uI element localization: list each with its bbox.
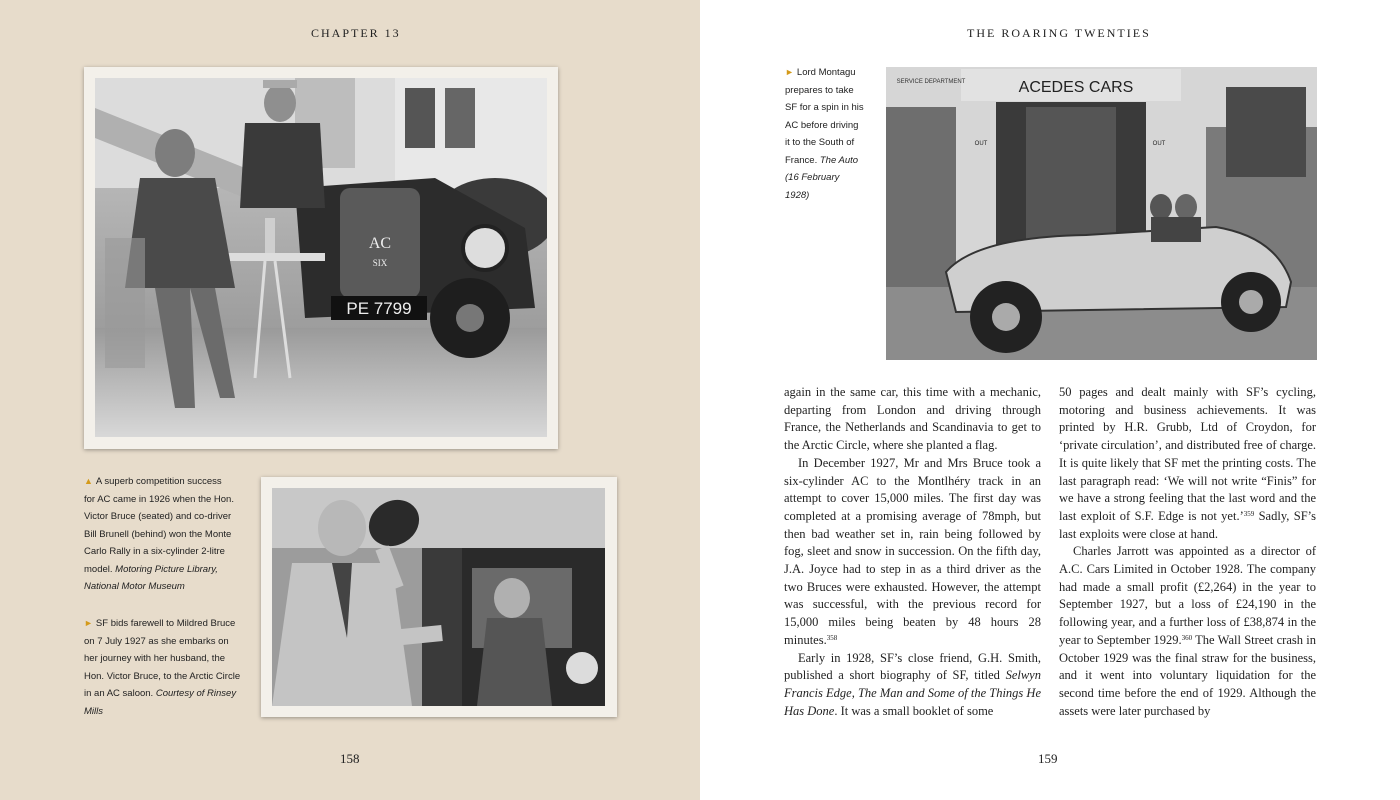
caption-farewell-text: SF bids farewell to Mildred Bruce on 7 July 1927 as she embarks on her journey with her husband, the Hon. Victor Bruce, to the Arctic Circle in an AC saloon. bbox=[84, 618, 241, 699]
caption-pointer-icon: ▲ bbox=[84, 476, 93, 486]
caption-pointer-icon: ► bbox=[785, 67, 794, 77]
right-page bbox=[700, 0, 1400, 800]
paragraph: 50 pages and dealt mainly with SF’s cycling, motoring and business achievements. It was printed by H.R. Grubb, Ltd of Croydon, for ‘private circulation’, and distributed free of charge. It is quite likely that SF met the printing costs. The last paragraph read: ‘We will not write “Finis” for we have a strong feeling that the last word and the last exploit of S.F. Edge is not yet.’$^{359}$ Sadly, SF’s last exploits were close at hand. bbox=[1059, 385, 1316, 541]
caption-rally-credit: Motoring Picture Library, National Motor Museum bbox=[84, 563, 218, 592]
door-label-left: OUT bbox=[974, 141, 988, 147]
running-head-right: THE ROARING TWENTIES bbox=[967, 26, 1151, 40]
footnote-ref: 359 bbox=[1243, 509, 1255, 518]
body-column-1 bbox=[784, 384, 1041, 720]
body-column-2 bbox=[1059, 384, 1316, 720]
caption-farewell-credit: Courtesy of Rinsey Mills bbox=[84, 688, 237, 717]
photo-acedes-garage bbox=[886, 67, 1317, 360]
folio-left: 158 bbox=[340, 751, 360, 766]
footnote-ref: 360 bbox=[1181, 633, 1193, 642]
garage-sign-small: SERVICE DEPARTMENT bbox=[896, 79, 966, 85]
book-title: Selwyn Francis Edge, The Man and Some of the Things He Has Done bbox=[784, 668, 1041, 718]
photo-frame-farewell bbox=[261, 477, 617, 717]
caption-montagu-text: Lord Montagu prepares to take SF for a spin in his AC before driving it to the South of France. bbox=[785, 67, 864, 166]
paragraph: In December 1927, Mr and Mrs Bruce took a six-cylinder AC to the Montlhéry track in an attempt to cover 15,000 miles. The first day was completed at a promising average of 78mph, but then bad weather set in, rain being followed by fog, sleet and snow in succession. On the fifth day, J.A. Joyce had to step in as a third driver as the two Bruces were exhausted. However, the attempt was successful, with the previous record for 15,000 miles being beaten by 48 hours 28 minutes.$^{358}$ bbox=[784, 455, 1041, 647]
folio-right: 159 bbox=[1038, 751, 1058, 766]
paragraph: Early in 1928, SF’s close friend, G.H. Smith, published a short biography of SF, titled Selwyn Francis Edge, The Man and Some of the Things He Has Done. It was a small booklet of some bbox=[784, 650, 1041, 718]
caption-montagu-credit-date: (16 February 1928) bbox=[785, 172, 840, 201]
number-plate: PE 7799 bbox=[346, 299, 412, 318]
caption-pointer-icon: ► bbox=[84, 618, 93, 628]
door-label-right: OUT bbox=[1152, 141, 1166, 147]
garage-sign: ACEDES CARS bbox=[1018, 79, 1134, 96]
caption-montagu bbox=[785, 64, 865, 204]
caption-rally-text: A superb competition success for AC came in 1926 when the Hon. Victor Bruce (seated) and co-driver Bill Brunell (behind) won the Monte Carlo Rally in a six-cylinder 2-litre model. bbox=[84, 476, 234, 575]
paragraph: again in the same car, this time with a mechanic, departing from London and driving through France, the Netherlands and Scandinavia to get to the Arctic Circle, where she planted a flag. bbox=[784, 385, 1041, 453]
caption-montagu-credit-title: The Auto bbox=[819, 154, 859, 166]
caption-rally bbox=[84, 473, 234, 596]
running-head-left: CHAPTER 13 bbox=[311, 26, 401, 40]
photo-frame-rally bbox=[84, 67, 558, 449]
car-badge: AC bbox=[368, 235, 392, 252]
photo-farewell bbox=[272, 488, 605, 706]
photo-rally-winners bbox=[95, 78, 547, 437]
caption-farewell bbox=[84, 615, 244, 720]
car-badge-sub: SIX bbox=[372, 258, 388, 268]
paragraph: Charles Jarrott was appointed as a director of A.C. Cars Limited in October 1928. The company had made a small profit (£2,264) in the year to September 1927, but a loss of £24,190 in the following year, and a further loss of £38,874 in the year to September 1929.$^{360}$ The Wall Street crash in October 1929 was the final straw for the business, and it went into voluntary liquidation for the second time before the end of 1929. Although the assets were later purchased by bbox=[1059, 544, 1316, 718]
footnote-ref: 358 bbox=[826, 633, 838, 642]
